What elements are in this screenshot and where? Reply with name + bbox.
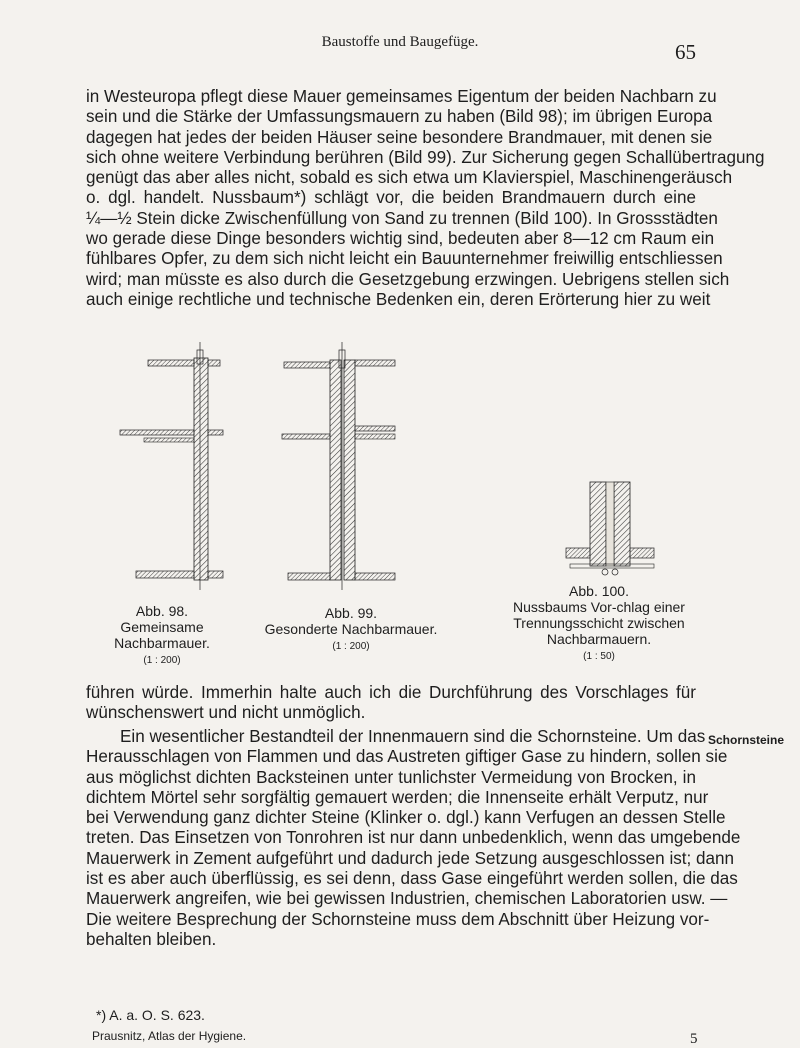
figure-98-caption <box>82 603 242 667</box>
figure-98-caption-text: Gemeinsame Nachbarmauer. <box>114 619 210 651</box>
figure-100-drawing <box>560 478 660 578</box>
printer-line: Prausnitz, Atlas der Hygiene. <box>92 1029 247 1043</box>
text-line: sein und die Stärke der Umfassungsmauern zu haben (Bild 98); im übrigen Europa <box>86 107 713 127</box>
figure-98-scale: (1 : 200) <box>143 655 181 666</box>
figure-100-title: Abb. 100. <box>569 583 629 599</box>
text-line: fühlbares Opfer, zu dem sich nicht leicht ein Bauunternehmer freiwillig entschliessen <box>86 249 723 269</box>
text-line: wo gerade diese Dinge besonders wichtig sind, bedeuten aber 8—12 cm Raum ein <box>86 229 715 249</box>
text-line: auch einige rechtliche und technische Bedenken ein, deren Erörterung hier zu weit <box>86 289 711 309</box>
text-line: dagegen hat jedes der beiden Häuser seine besondere Brandmauer, mit denen sie <box>86 127 713 147</box>
footnote: *) A. a. O. S. 623. <box>96 1007 205 1023</box>
figure-99-caption-text: Gesonderte Nachbarmauer. <box>264 621 438 637</box>
figure-100-caption <box>474 583 724 663</box>
figure-98-title: Abb. 98. <box>135 603 189 619</box>
text-line: treten. Das Einsetzen von Tonrohren ist nur dann unbedenklich, wenn das umgebende <box>86 828 741 848</box>
paragraph-3 <box>86 727 741 950</box>
text-line: wird; man müsste es also durch die Gesetzgebung erzwingen. Uebrigens stellen sich <box>86 269 730 289</box>
text-line: Mauerwerk in Zement aufgeführt und dadurch jede Setzung ausgeschlossen ist; dann <box>86 848 735 868</box>
text-line: sich ohne weitere Verbindung berühren (Bild 99). Zur Sicherung gegen Schallübertragung <box>86 147 765 167</box>
text-line: aus möglichst dichten Backsteinen unter tunlichster Vermeidung von Brocken, in <box>86 767 696 787</box>
text-line: dichtem Mörtel sehr sorgfältig gemauert werden; die Innenseite erhält Verputz, nur <box>86 787 709 807</box>
text-line: in Westeuropa pflegt diese Mauer gemeinsames Eigentum der beiden Nachbarn zu <box>86 87 717 106</box>
figure-100-caption-line: Nussbaums Vor-chlag einer <box>513 599 685 615</box>
figure-100-scale: (1 : 50) <box>583 651 615 662</box>
sand-separation-layer-section <box>560 478 660 578</box>
signature-mark: 5 <box>690 1031 698 1047</box>
separate-party-walls-section <box>278 342 398 592</box>
shared-party-wall-section <box>108 342 228 592</box>
text-line: wünschenswert und nicht unmöglich. <box>86 703 366 723</box>
text-line: o. dgl. handelt. Nussbaum*) schlägt vor, die beiden Brandmauern durch eine <box>86 188 696 208</box>
figure-99-title: Abb. 99. <box>324 605 378 621</box>
text-line: Ein wesentlicher Bestandteil der Innenmauern sind die Schornsteine. Um das <box>120 727 706 746</box>
text-line: bei Verwendung ganz dichter Steine (Klinker o. dgl.) kann Verfugen an dessen Stelle <box>86 808 726 828</box>
paragraph-2 <box>86 683 696 724</box>
figure-99-drawing <box>278 342 398 592</box>
text-line: behalten bleiben. <box>86 929 217 949</box>
figure-98-drawing <box>108 342 228 592</box>
text-line: Die weitere Besprechung der Schornsteine muss dem Abschnitt über Heizung vor- <box>86 909 710 929</box>
text-line: Herausschlagen von Flammen und das Austreten giftiger Gase zu hindern, sollen sie <box>86 747 728 767</box>
figure-99-scale: (1 : 200) <box>332 641 370 652</box>
text-line: führen würde. Immerhin halte auch ich die Durchführung des Vorschlages für <box>86 683 696 702</box>
text-line: ist es aber auch überflüssig, es sei denn, dass Gase eingeführt werden sollen, die das <box>86 869 738 889</box>
text-line: genügt das aber alles nicht, sobald es sich etwa um Klavierspiel, Maschinengeräusch <box>86 168 733 188</box>
page-number: 65 <box>675 40 696 64</box>
figure-100-caption-line: Trennungsschicht zwischen <box>513 615 685 631</box>
running-title: Baustoffe und Baugefüge. <box>321 34 479 50</box>
page-header <box>0 34 800 64</box>
figure-99-caption <box>256 605 446 653</box>
text-line: Mauerwerk angreifen, wie bei gewissen Industrien, chemischen Laboratorien usw. — <box>86 889 728 909</box>
figure-100-caption-line: Nachbarmauern. <box>546 631 652 647</box>
paragraph-1 <box>86 87 765 310</box>
text-line: ¼—½ Stein dicke Zwischenfüllung von Sand zu trennen (Bild 100). In Grossstädten <box>86 208 718 228</box>
margin-note: Schornsteine <box>708 733 785 747</box>
